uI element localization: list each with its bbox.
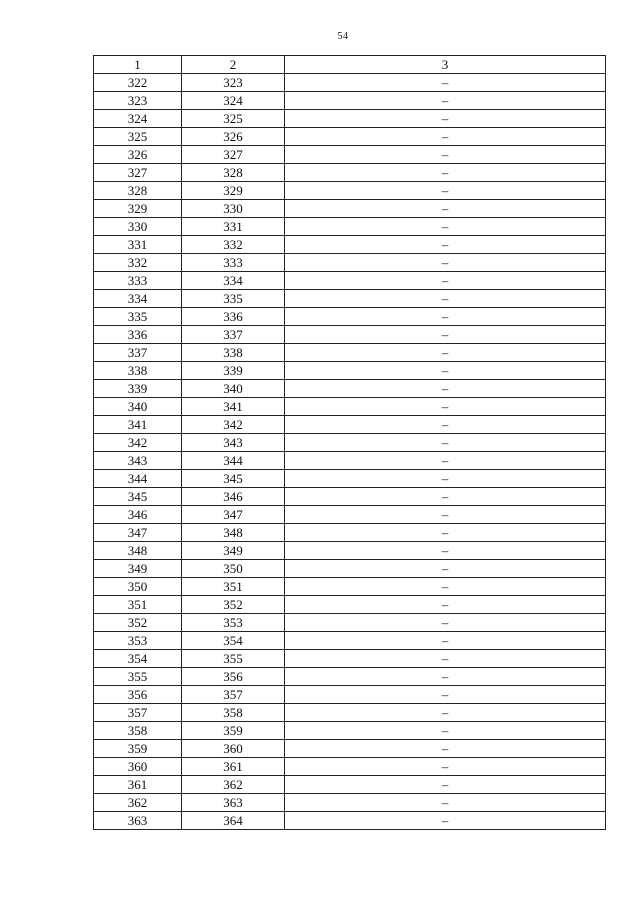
table-cell-col-2: 345 bbox=[182, 470, 285, 488]
table-cell-col-2: 348 bbox=[182, 524, 285, 542]
table-row bbox=[94, 488, 606, 506]
table-cell-col-1: 363 bbox=[94, 812, 182, 830]
table-cell-col-2: 326 bbox=[182, 128, 285, 146]
table-cell-col-1: 359 bbox=[94, 740, 182, 758]
table-cell-col-3: – bbox=[285, 254, 606, 272]
table-cell-col-2: 350 bbox=[182, 560, 285, 578]
table-cell-col-3: – bbox=[285, 308, 606, 326]
table-cell-col-3: – bbox=[285, 290, 606, 308]
table-cell-col-3: – bbox=[285, 344, 606, 362]
table-row bbox=[94, 578, 606, 596]
table-row bbox=[94, 650, 606, 668]
table-cell-col-1: 360 bbox=[94, 758, 182, 776]
table-row bbox=[94, 722, 606, 740]
table-cell-col-2: 337 bbox=[182, 326, 285, 344]
table-cell-col-1: 349 bbox=[94, 560, 182, 578]
table-cell-col-2: 335 bbox=[182, 290, 285, 308]
table-cell-col-2: 346 bbox=[182, 488, 285, 506]
table-cell-col-3: – bbox=[285, 632, 606, 650]
table-cell-col-2: 330 bbox=[182, 200, 285, 218]
table-cell-col-3: – bbox=[285, 416, 606, 434]
table-cell-col-2: 333 bbox=[182, 254, 285, 272]
table-cell-col-1: 340 bbox=[94, 398, 182, 416]
table-row bbox=[94, 632, 606, 650]
table-row bbox=[94, 254, 606, 272]
table-cell-col-2: 336 bbox=[182, 308, 285, 326]
table-row bbox=[94, 452, 606, 470]
table-row bbox=[94, 344, 606, 362]
table-cell-col-2: 342 bbox=[182, 416, 285, 434]
table-cell-col-1: 351 bbox=[94, 596, 182, 614]
table-cell-col-1: 346 bbox=[94, 506, 182, 524]
column-header-3: 3 bbox=[285, 56, 606, 74]
table-cell-col-1: 335 bbox=[94, 308, 182, 326]
table-cell-col-1: 358 bbox=[94, 722, 182, 740]
table-cell-col-3: – bbox=[285, 92, 606, 110]
table-cell-col-3: – bbox=[285, 236, 606, 254]
table-cell-col-1: 326 bbox=[94, 146, 182, 164]
table-cell-col-1: 344 bbox=[94, 470, 182, 488]
table-cell-col-3: – bbox=[285, 470, 606, 488]
table-cell-col-3: – bbox=[285, 668, 606, 686]
table-cell-col-2: 332 bbox=[182, 236, 285, 254]
table-cell-col-3: – bbox=[285, 596, 606, 614]
table-row bbox=[94, 164, 606, 182]
column-header-1: 1 bbox=[94, 56, 182, 74]
table-cell-col-3: – bbox=[285, 488, 606, 506]
table-cell-col-1: 345 bbox=[94, 488, 182, 506]
table-cell-col-3: – bbox=[285, 380, 606, 398]
table-row bbox=[94, 434, 606, 452]
table-row bbox=[94, 146, 606, 164]
table-cell-col-2: 354 bbox=[182, 632, 285, 650]
table-cell-col-2: 328 bbox=[182, 164, 285, 182]
table-cell-col-1: 343 bbox=[94, 452, 182, 470]
table-cell-col-2: 349 bbox=[182, 542, 285, 560]
table-row bbox=[94, 236, 606, 254]
table-cell-col-2: 341 bbox=[182, 398, 285, 416]
table-cell-col-2: 351 bbox=[182, 578, 285, 596]
table-cell-col-3: – bbox=[285, 614, 606, 632]
table-cell-col-3: – bbox=[285, 182, 606, 200]
table-cell-col-2: 344 bbox=[182, 452, 285, 470]
table-cell-col-2: 355 bbox=[182, 650, 285, 668]
table-row bbox=[94, 614, 606, 632]
table-cell-col-2: 324 bbox=[182, 92, 285, 110]
table-cell-col-3: – bbox=[285, 758, 606, 776]
table-cell-col-2: 325 bbox=[182, 110, 285, 128]
table-cell-col-3: – bbox=[285, 452, 606, 470]
table-cell-col-3: – bbox=[285, 740, 606, 758]
table-cell-col-2: 364 bbox=[182, 812, 285, 830]
table-row bbox=[94, 794, 606, 812]
table-cell-col-1: 334 bbox=[94, 290, 182, 308]
table-cell-col-3: – bbox=[285, 218, 606, 236]
table-cell-col-1: 354 bbox=[94, 650, 182, 668]
table-row bbox=[94, 470, 606, 488]
table-cell-col-1: 331 bbox=[94, 236, 182, 254]
table-cell-col-1: 341 bbox=[94, 416, 182, 434]
table-cell-col-2: 331 bbox=[182, 218, 285, 236]
table-cell-col-3: – bbox=[285, 704, 606, 722]
table-row bbox=[94, 704, 606, 722]
table-cell-col-3: – bbox=[285, 524, 606, 542]
table-cell-col-1: 327 bbox=[94, 164, 182, 182]
table-row bbox=[94, 668, 606, 686]
table-cell-col-1: 350 bbox=[94, 578, 182, 596]
data-table bbox=[93, 55, 606, 830]
table-row bbox=[94, 128, 606, 146]
table-row bbox=[94, 308, 606, 326]
table-cell-col-2: 361 bbox=[182, 758, 285, 776]
table-row bbox=[94, 272, 606, 290]
table-cell-col-2: 353 bbox=[182, 614, 285, 632]
table-cell-col-3: – bbox=[285, 272, 606, 290]
table-cell-col-3: – bbox=[285, 200, 606, 218]
table-cell-col-1: 336 bbox=[94, 326, 182, 344]
table-cell-col-1: 338 bbox=[94, 362, 182, 380]
table-row bbox=[94, 524, 606, 542]
table-row bbox=[94, 290, 606, 308]
table-cell-col-1: 357 bbox=[94, 704, 182, 722]
table-cell-col-1: 353 bbox=[94, 632, 182, 650]
table-cell-col-2: 323 bbox=[182, 74, 285, 92]
table-cell-col-1: 323 bbox=[94, 92, 182, 110]
table-row bbox=[94, 758, 606, 776]
table-cell-col-2: 356 bbox=[182, 668, 285, 686]
table-cell-col-2: 357 bbox=[182, 686, 285, 704]
table-row bbox=[94, 416, 606, 434]
table-cell-col-2: 339 bbox=[182, 362, 285, 380]
table-cell-col-1: 330 bbox=[94, 218, 182, 236]
page-number: 54 bbox=[337, 31, 349, 42]
table-row bbox=[94, 398, 606, 416]
table-cell-col-3: – bbox=[285, 542, 606, 560]
table-cell-col-1: 355 bbox=[94, 668, 182, 686]
table-cell-col-1: 347 bbox=[94, 524, 182, 542]
table-row bbox=[94, 380, 606, 398]
table-cell-col-2: 334 bbox=[182, 272, 285, 290]
table-cell-col-3: – bbox=[285, 722, 606, 740]
table-row bbox=[94, 686, 606, 704]
table-row bbox=[94, 326, 606, 344]
table-cell-col-1: 361 bbox=[94, 776, 182, 794]
table-cell-col-3: – bbox=[285, 164, 606, 182]
table-cell-col-3: – bbox=[285, 776, 606, 794]
table-row bbox=[94, 560, 606, 578]
table-cell-col-3: – bbox=[285, 686, 606, 704]
column-header-2: 2 bbox=[182, 56, 285, 74]
table-cell-col-1: 333 bbox=[94, 272, 182, 290]
table-cell-col-1: 332 bbox=[94, 254, 182, 272]
table-cell-col-2: 360 bbox=[182, 740, 285, 758]
table-cell-col-3: – bbox=[285, 128, 606, 146]
table-cell-col-3: – bbox=[285, 74, 606, 92]
table-cell-col-2: 363 bbox=[182, 794, 285, 812]
table-cell-col-3: – bbox=[285, 434, 606, 452]
table-cell-col-1: 324 bbox=[94, 110, 182, 128]
table-cell-col-2: 359 bbox=[182, 722, 285, 740]
table-row bbox=[94, 218, 606, 236]
table-cell-col-2: 362 bbox=[182, 776, 285, 794]
table-cell-col-3: – bbox=[285, 326, 606, 344]
table-row bbox=[94, 200, 606, 218]
table-row bbox=[94, 740, 606, 758]
table-cell-col-2: 352 bbox=[182, 596, 285, 614]
table-cell-col-1: 337 bbox=[94, 344, 182, 362]
table-cell-col-3: – bbox=[285, 146, 606, 164]
table-cell-col-2: 358 bbox=[182, 704, 285, 722]
table-cell-col-1: 362 bbox=[94, 794, 182, 812]
table-cell-col-1: 329 bbox=[94, 200, 182, 218]
table-row bbox=[94, 92, 606, 110]
table-row bbox=[94, 182, 606, 200]
table-cell-col-3: – bbox=[285, 110, 606, 128]
table-cell-col-1: 356 bbox=[94, 686, 182, 704]
table-cell-col-3: – bbox=[285, 794, 606, 812]
table-row bbox=[94, 362, 606, 380]
table-row bbox=[94, 506, 606, 524]
table-row bbox=[94, 110, 606, 128]
table-cell-col-1: 339 bbox=[94, 380, 182, 398]
table-cell-col-3: – bbox=[285, 560, 606, 578]
table-cell-col-2: 340 bbox=[182, 380, 285, 398]
table-cell-col-3: – bbox=[285, 650, 606, 668]
table-cell-col-1: 322 bbox=[94, 74, 182, 92]
table-cell-col-3: – bbox=[285, 398, 606, 416]
table-row bbox=[94, 812, 606, 830]
table-cell-col-2: 329 bbox=[182, 182, 285, 200]
table-row bbox=[94, 74, 606, 92]
table-cell-col-1: 328 bbox=[94, 182, 182, 200]
table-cell-col-2: 327 bbox=[182, 146, 285, 164]
table-cell-col-3: – bbox=[285, 362, 606, 380]
table-header bbox=[94, 56, 606, 74]
table-cell-col-2: 338 bbox=[182, 344, 285, 362]
table-row bbox=[94, 776, 606, 794]
table-body bbox=[94, 74, 606, 830]
table-cell-col-1: 342 bbox=[94, 434, 182, 452]
table-cell-col-2: 347 bbox=[182, 506, 285, 524]
table-cell-col-3: – bbox=[285, 812, 606, 830]
table-row bbox=[94, 542, 606, 560]
table-cell-col-1: 352 bbox=[94, 614, 182, 632]
table-cell-col-2: 343 bbox=[182, 434, 285, 452]
header-row bbox=[94, 56, 606, 74]
table-cell-col-1: 325 bbox=[94, 128, 182, 146]
table-row bbox=[94, 596, 606, 614]
table-cell-col-1: 348 bbox=[94, 542, 182, 560]
table-cell-col-3: – bbox=[285, 506, 606, 524]
table-cell-col-3: – bbox=[285, 578, 606, 596]
